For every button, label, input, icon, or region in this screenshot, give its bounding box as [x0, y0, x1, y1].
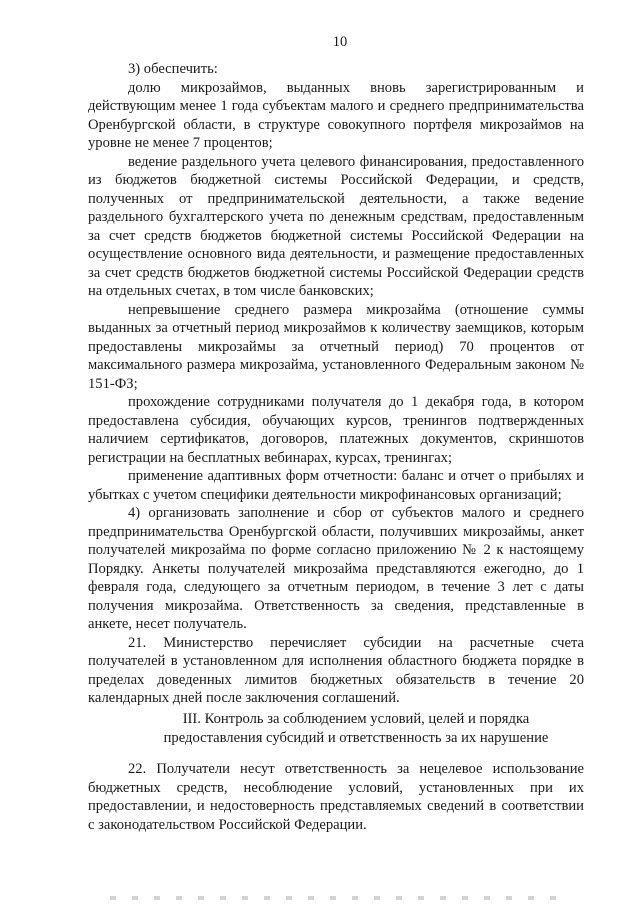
- section-heading-line-1: III. Контроль за соблюдением условий, целей и порядка: [182, 711, 530, 727]
- paragraph-micro-loan-share: долю микрозаймов, выданных вновь зарегистрированным и действующим менее 1 года субъектам малого и среднего предпринимательства Оренбургской области, в структуре совокупного портфеля микрозаймов на уровне не менее 7 процентов;: [88, 79, 584, 151]
- paragraph-separate-accounting: ведение раздельного учета целевого финансирования, предоставленного из бюджетов бюджетной системы Российской Федерации, и средств, полученных от предпринимательской деятельности, а также ведение раздельного бухгалтерского учета по денежным средствам, предоставленным за счет средств бюджетов бюджетной системы Российской Федерации на осуществление основного вида деятельности, и размещение предоставленных за счет средств бюджетов бюджетной системы Российской Федерации средств на отдельных счетах, в том числе банковских;: [88, 153, 584, 299]
- paragraph-item-3: 3) обеспечить:: [128, 61, 218, 77]
- document-body: [88, 60, 584, 708]
- section-heading-line-2: предоставления субсидий и ответственность за их нарушение: [163, 730, 549, 746]
- paragraph-average-loan-size: непревышение среднего размера микрозайма (отношение суммы выданных за отчетный период микрозаймов к количеству заемщиков, которым предоставлены микрозаймы за отчетный период) 70 процентов от максимального размера микрозайма, установленного Федеральным законом № 151-ФЗ;: [88, 301, 584, 392]
- paragraph-staff-training: прохождение сотрудниками получателя до 1 декабря года, в котором предоставлена субсидия, обучающих курсов, тренингов подтвержденных наличием сертификатов, договоров, платежных документов, скриншотов регистрации на бесплатных вебинарах, курсах, тренингах;: [88, 394, 584, 466]
- paragraph-21: 21. Министерство перечисляет субсидии на расчетные счета получателей в установленном для исполнения областного бюджета порядке в пределах доведенных лимитов бюджетных обязательств в течение 20 календарных дней после заключения соглашений.: [88, 634, 584, 706]
- document-body-continued: [88, 760, 584, 834]
- section-heading: [88, 710, 624, 748]
- paragraph-item-4: 4) организовать заполнение и сбор от субъектов малого и среднего предпринимательства Оренбургской области, получивших микрозаймы, анкет получателей микрозайма по форме согласно приложению № 2 к настоящему Порядку. Анкеты получателей микрозайма представляются ежегодно, до 1 февраля года, следующего за отчетным периодом, в течение 3 лет с даты получения микрозайма. Ответственность за сведения, представленные в анкете, несет получатель.: [88, 505, 584, 632]
- page-number: 10: [332, 34, 348, 50]
- scan-edge-artifact: [110, 896, 560, 900]
- paragraph-22: 22. Получатели несут ответственность за нецелевое использование бюджетных средств, несоблюдение условий, установленных при их предоставлении, и недостоверность представляемых сведений в соответствии с законодательством Российской Федерации.: [88, 761, 584, 833]
- paragraph-adaptive-reporting: применение адаптивных форм отчетности: баланс и отчет о прибылях и убытках с учетом специфики деятельности микрофинансовых организаций;: [88, 468, 584, 503]
